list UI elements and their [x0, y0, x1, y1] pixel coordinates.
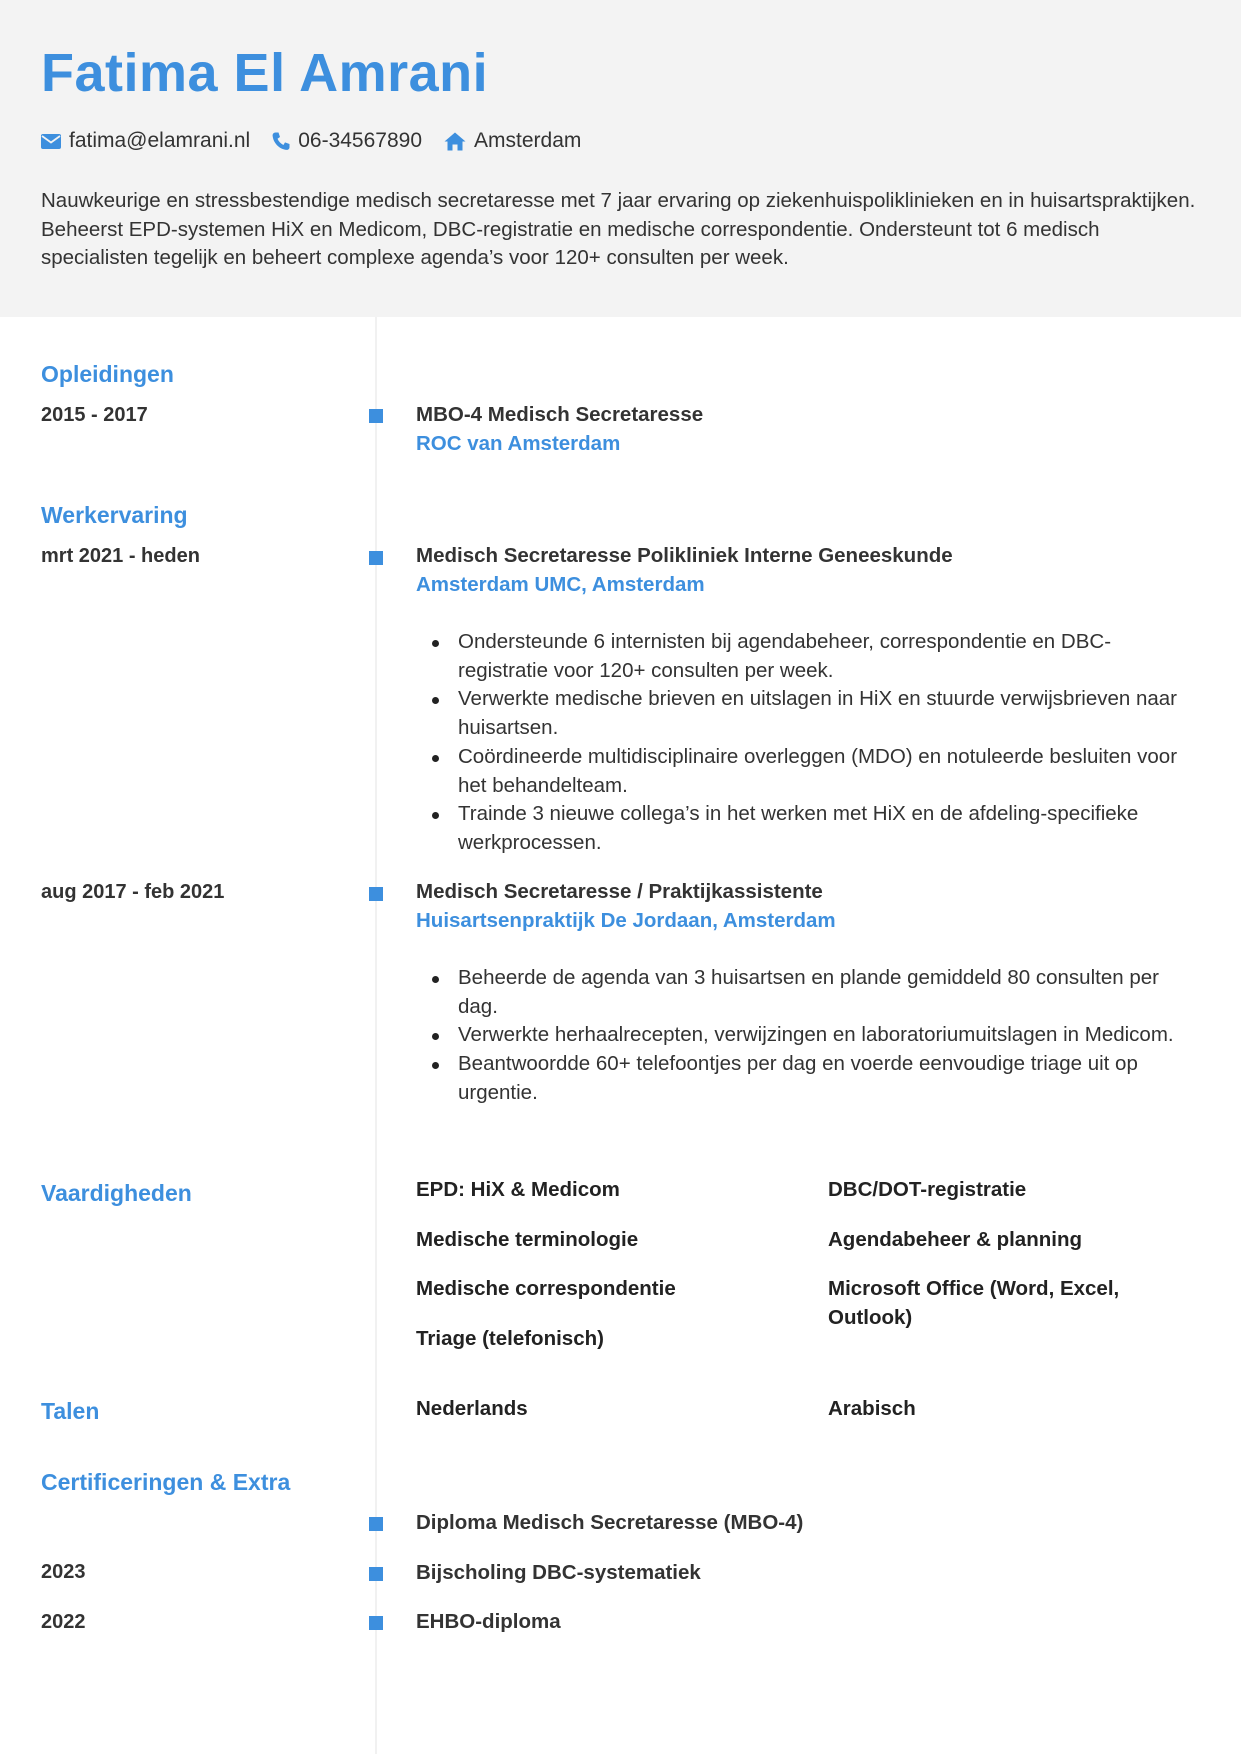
language-item: Arabisch [828, 1397, 916, 1420]
job-employer: Amsterdam UMC, Amsterdam [416, 573, 705, 596]
phone-text: 06-34567890 [298, 129, 423, 152]
skill-item: Microsoft Office (Word, Excel, Outlook) [828, 1277, 1120, 1329]
email-contact[interactable] [41, 129, 250, 153]
candidate-name: Fatima El Amrani [41, 43, 489, 103]
city-contact [444, 129, 581, 153]
skill-item: DBC/DOT-registratie [828, 1178, 1027, 1201]
skill-item: EPD: HiX & Medicom [416, 1178, 620, 1201]
job-employer: Huisartsenpraktijk De Jordaan, Amsterdam [416, 909, 836, 932]
city-text: Amsterdam [474, 129, 582, 152]
envelope-icon [41, 134, 61, 149]
timeline-marker [369, 1616, 383, 1630]
profile-summary: Nauwkeurige en stressbestendige medisch secretaresse met 7 jaar ervaring op ziekenhuispoliklinieken en in huisartspraktijken. Beheerst EPD-systemen HiX en Medicom, DBC-registratie en medische correspondentie. Ondersteunt tot 6 medisch specialisten tegelijk en beheert complexe agenda’s voor 120+ consulten per week. [41, 189, 1196, 269]
job-duty: Beheerde de agenda van 3 huisartsen en plande gemiddeld 80 consulten per dag. [416, 964, 1196, 1021]
certifications-heading: Certificeringen & Extra [41, 1469, 291, 1495]
job-duty: Ondersteunde 6 internisten bij agendabeheer, correspondentie en DBC-registratie voor 120+ consulten per week. [416, 628, 1196, 685]
experience-heading: Werkervaring [41, 502, 188, 528]
education-title: MBO-4 Medisch Secretaresse [416, 403, 704, 426]
education-institution: ROC van Amsterdam [416, 432, 621, 455]
timeline-marker [369, 551, 383, 565]
job-duty: Beantwoordde 60+ telefoontjes per dag en voerde eenvoudige triage uit op urgentie. [416, 1050, 1196, 1107]
job-duties-list [416, 964, 1196, 1108]
education-date: 2015 - 2017 [41, 404, 148, 426]
job-date: mrt 2021 - heden [41, 545, 200, 567]
job-duties-list [416, 628, 1196, 858]
language-item: Nederlands [416, 1397, 528, 1420]
home-icon [444, 132, 466, 151]
skill-item: Medische terminologie [416, 1228, 639, 1251]
certification-title: Diploma Medisch Secretaresse (MBO-4) [416, 1511, 804, 1534]
job-duty: Verwerkte medische brieven en uitslagen in HiX en stuurde verwijsbrieven naar huisartsen. [416, 685, 1196, 742]
job-title: Medisch Secretaresse Polikliniek Interne Geneeskunde [416, 544, 953, 567]
job-title: Medisch Secretaresse / Praktijkassistente [416, 880, 823, 903]
job-date: aug 2017 - feb 2021 [41, 881, 225, 903]
skill-item: Medische correspondentie [416, 1277, 676, 1300]
languages-heading: Talen [41, 1398, 100, 1424]
skills-heading: Vaardigheden [41, 1180, 192, 1206]
phone-icon [272, 132, 290, 151]
certification-title: EHBO-diploma [416, 1610, 561, 1633]
skill-item: Triage (telefonisch) [416, 1327, 604, 1350]
timeline-marker [369, 409, 383, 423]
certification-date: 2022 [41, 1611, 86, 1633]
education-heading: Opleidingen [41, 361, 174, 387]
contact-info [41, 129, 603, 153]
certification-title: Bijscholing DBC-systematiek [416, 1561, 701, 1584]
cv-header [0, 0, 1241, 317]
job-duty: Coördineerde multidisciplinaire overleggen (MDO) en notuleerde besluiten voor het behandelteam. [416, 743, 1196, 800]
phone-contact[interactable] [272, 129, 422, 153]
job-duty: Verwerkte herhaalrecepten, verwijzingen en laboratoriumuitslagen in Medicom. [416, 1021, 1196, 1050]
certification-date: 2023 [41, 1561, 86, 1583]
email-text: fatima@elamrani.nl [69, 129, 251, 152]
skill-item: Agendabeheer & planning [828, 1228, 1082, 1251]
job-duty: Trainde 3 nieuwe collega’s in het werken met HiX en de afdeling-specifieke werkprocessen. [416, 800, 1196, 857]
timeline-marker [369, 1517, 383, 1531]
timeline-divider [375, 317, 377, 1754]
timeline-marker [369, 1567, 383, 1581]
timeline-marker [369, 887, 383, 901]
